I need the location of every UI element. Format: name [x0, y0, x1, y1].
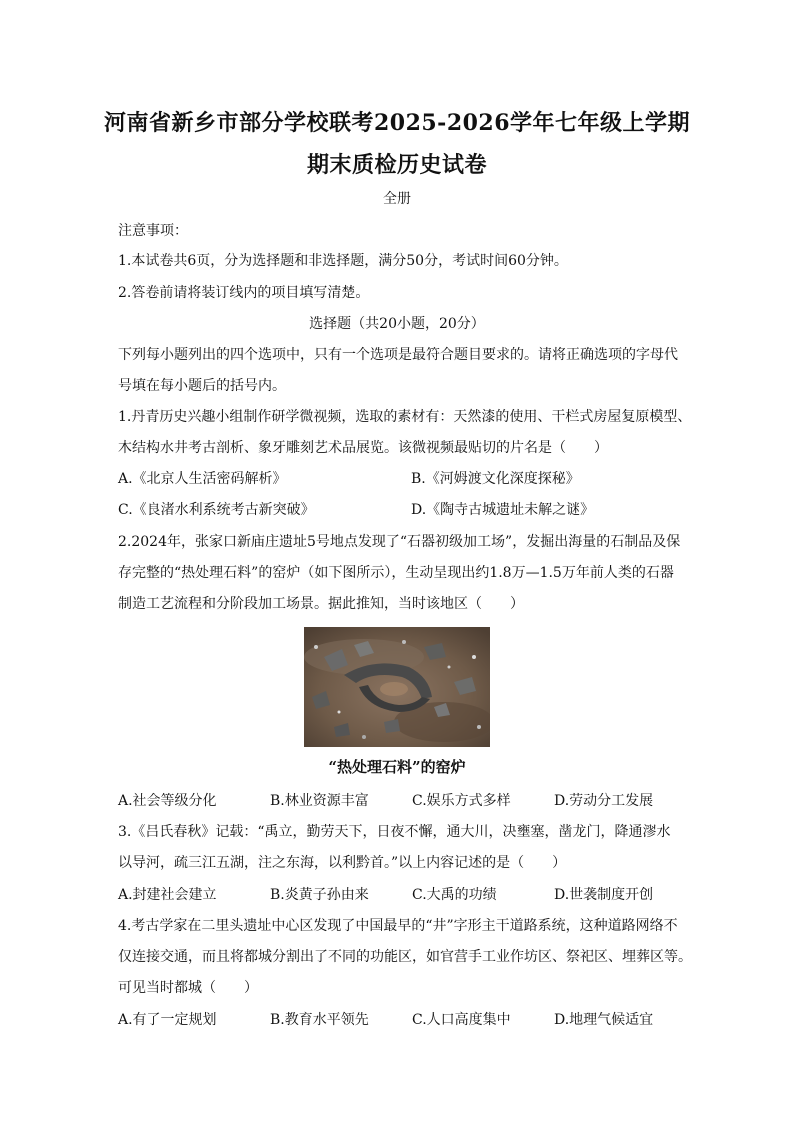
question-3-text: 3.《吕氏春秋》记载：“禹立，勤劳天下，日夜不懈，通大川，决壅塞，凿龙门，降通漻水 [118, 824, 671, 840]
question-4-text: 仅连接交通，而且将都城分割出了不同的功能区，如官营手工业作坊区、祭祀区、埋葬区等。 [118, 949, 692, 965]
question-4-option-c: C.人口高度集中 [412, 1012, 511, 1028]
question-2-option-d: D.劳动分工发展 [554, 793, 654, 809]
question-1-option-d: D.《陶寺古城遗址未解之谜》 [411, 502, 595, 518]
notice-item-2: 2.答卷前请将装订线内的项目填写清楚。 [118, 285, 370, 301]
notice-heading: 注意事项： [118, 223, 188, 239]
question-2-option-a: A.社会等级分化 [118, 793, 217, 809]
question-4-option-a: A.有了一定规划 [118, 1012, 217, 1028]
question-4-option-b: B.教育水平领先 [270, 1012, 369, 1028]
question-3-text: 以导河，疏三江五湖，注之东海，以利黔首。”以上内容记述的是（ ） [118, 855, 567, 871]
question-4-text: 4.考古学家在二里头遗址中心区发现了中国最早的“井”字形主干道路系统，这种道路网络不 [118, 918, 678, 934]
question-1-option-c: C.《良渚水利系统考古新突破》 [118, 502, 315, 518]
exam-scope: 全册 [383, 191, 411, 207]
notice-item-1: 1.本试卷共6页，分为选择题和非选择题，满分50分，考试时间60分钟。 [118, 253, 568, 269]
section-title: 选择题（共20小题，20分） [309, 316, 485, 332]
kiln-photo [304, 627, 490, 747]
question-1-option-a: A.《北京人生活密码解析》 [118, 471, 287, 487]
question-1-text: 1.丹青历史兴趣小组制作研学微视频，选取的素材有：天然漆的使用、干栏式房屋复原模型、 [118, 409, 692, 425]
kiln-photo-caption: “热处理石料”的窑炉 [328, 758, 466, 776]
section-instruction: 下列每小题列出的四个选项中，只有一个选项是最符合题目要求的。请将正确选项的字母代 [118, 347, 678, 363]
question-3-option-a: A.封建社会建立 [118, 887, 217, 903]
question-2-option-c: C.娱乐方式多样 [412, 793, 511, 809]
exam-title-line1: 河南省新乡市部分学校联考2025-2026学年七年级上学期 [103, 110, 691, 136]
question-2-text: 制造工艺流程和分阶段加工场景。据此推知，当时该地区（ ） [118, 596, 524, 612]
question-4-option-d: D.地理气候适宜 [554, 1012, 654, 1028]
question-3-option-b: B.炎黄子孙由来 [270, 887, 369, 903]
question-3-option-d: D.世袭制度开创 [554, 887, 654, 903]
question-2-text: 存完整的“热处理石料”的窑炉（如下图所示），生动呈现出约1.8万—1.5万年前人类的石器 [118, 565, 674, 581]
question-4-text: 可见当时都城（ ） [118, 980, 258, 996]
question-1-option-b: B.《河姆渡文化深度探秘》 [411, 471, 580, 487]
exam-title-line2: 期末质检历史试卷 [306, 152, 487, 178]
question-1-text: 木结构水井考古剖析、象牙雕刻艺术品展览。该微视频最贴切的片名是（ ） [118, 440, 608, 456]
section-instruction: 号填在每小题后的括号内。 [118, 378, 286, 394]
question-3-option-c: C.大禹的功绩 [412, 887, 497, 903]
question-2-option-b: B.林业资源丰富 [270, 793, 369, 809]
question-2-text: 2.2024年，张家口新庙庄遗址5号地点发现了“石器初级加工场”，发掘出海量的石制品及保 [118, 534, 681, 550]
